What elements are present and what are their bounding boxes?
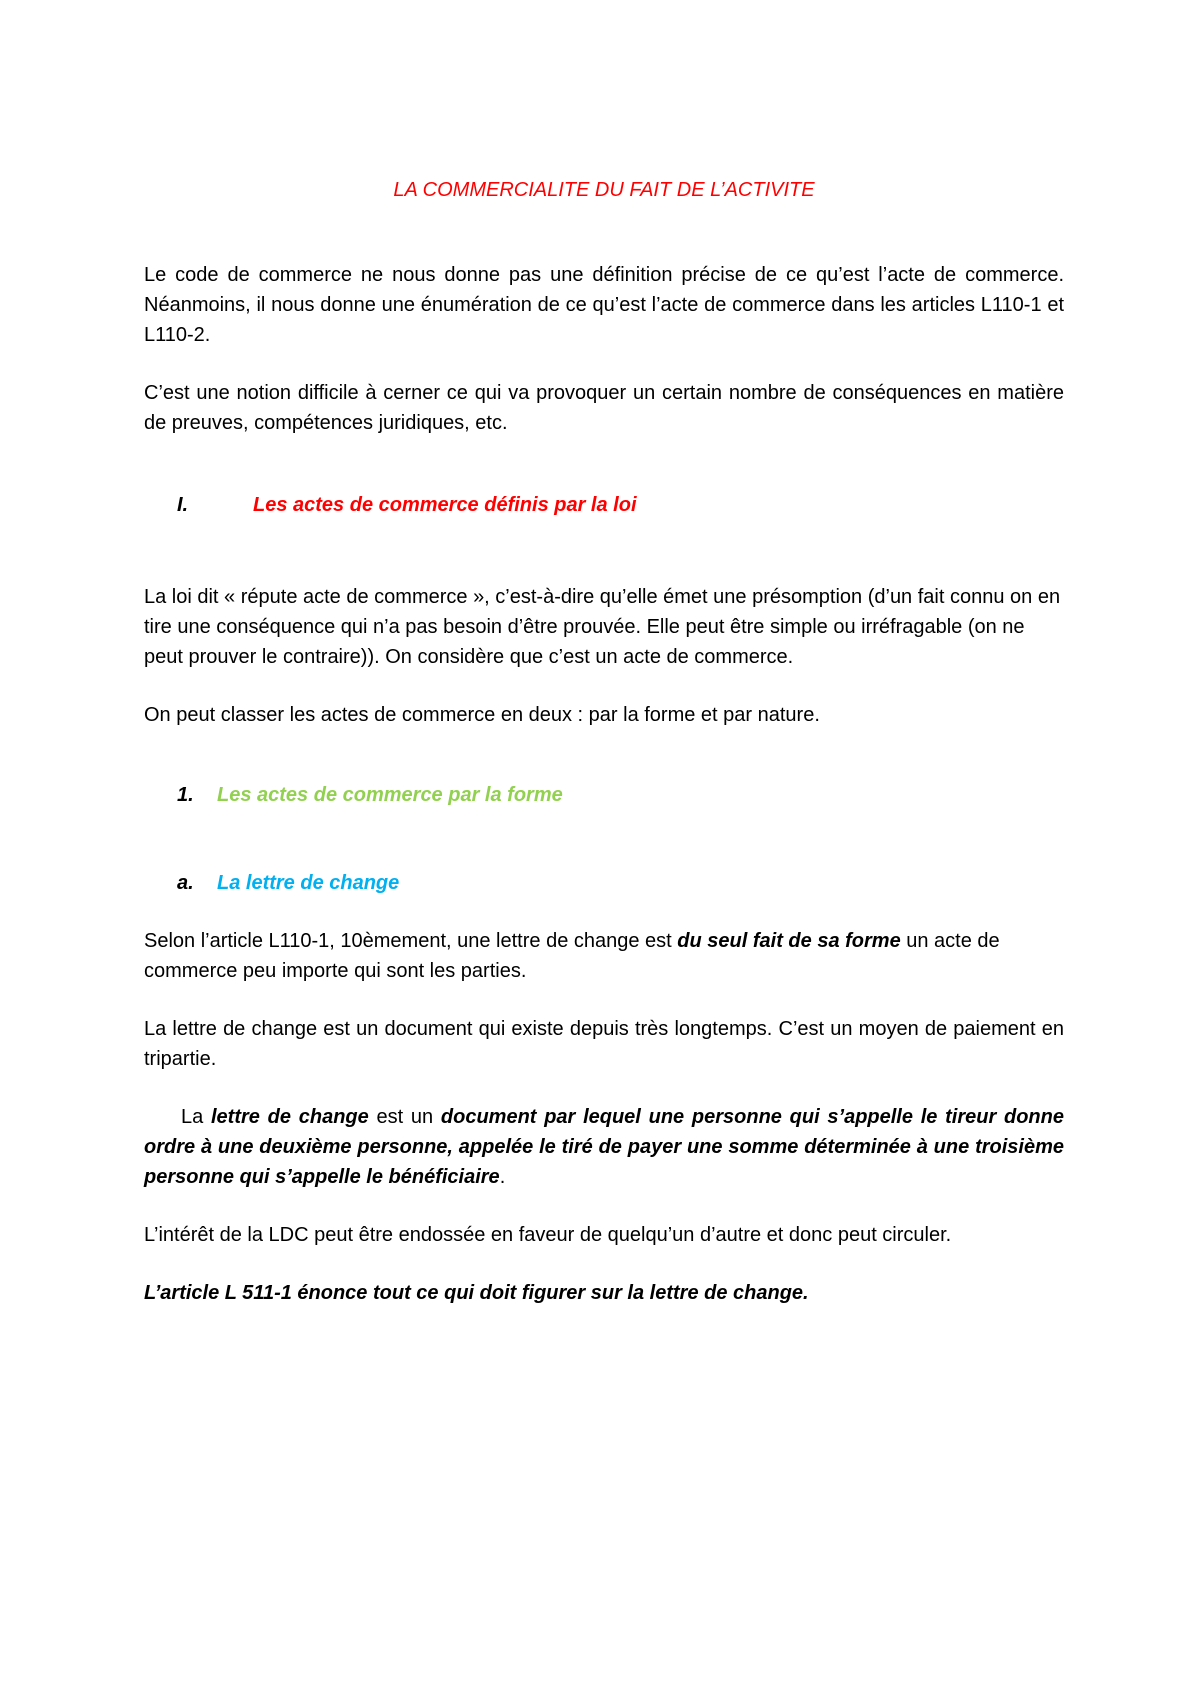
subsubsection-heading-a (144, 868, 1064, 898)
definition-part-3: est un (368, 1106, 441, 1128)
article-text-start: Selon l’article L110-1, 10èmement, une lettre de change est (144, 930, 678, 952)
intro-paragraph-2: C’est une notion difficile à cerner ce qui va provoquer un certain nombre de conséquences en matière de preuves, compétences juridiques, etc. (144, 382, 1064, 434)
article-text-end: un acte de commerce peu importe qui sont les parties. (144, 930, 1000, 982)
subsection-heading-1 (144, 780, 1064, 810)
document-title: LA COMMERCIALITE DU FAIT DE L’ACTIVITE (393, 179, 815, 201)
subsubsection-title: La lettre de change (217, 872, 400, 894)
definition-part-4: document par lequel une personne qui s’appelle le tireur donne ordre à une deuxième personne, appelée le tiré de payer une somme déterminée à une troisième personne qui s’appelle le bénéficiaire (144, 1106, 1064, 1188)
section1-paragraph-2: On peut classer les actes de commerce en deux : par la forme et par nature. (144, 704, 820, 726)
history-paragraph: La lettre de change est un document qui existe depuis très longtemps. C’est un moyen de paiement en tripartie. (144, 1018, 1064, 1070)
definition-paragraph (144, 1102, 1064, 1192)
section-title: Les actes de commerce définis par la loi (253, 494, 637, 516)
article-emphasis: du seul fait de sa forme (677, 930, 901, 952)
article-paragraph (144, 926, 1064, 986)
subsubsection-letter: a. (177, 872, 194, 894)
definition-part-2: lettre de change (211, 1106, 369, 1128)
document-body (144, 175, 1064, 1308)
section-number: I. (177, 494, 189, 516)
section1-paragraph-1: La loi dit « répute acte de commerce », c’est-à-dire qu’elle émet une présomption (d’un fait connu on en tire une conséquence qui n’a pas besoin d’être prouvée. Elle peut être simple ou irréfragable (on ne peut prouver le contraire)). On considère que c’est un acte de commerce. (144, 586, 1061, 668)
subsection-number: 1. (177, 784, 194, 806)
section-heading-1 (144, 490, 1064, 520)
final-paragraph: L’article L 511-1 énonce tout ce qui doit figurer sur la lettre de change. (144, 1282, 809, 1304)
ldc-paragraph: L’intérêt de la LDC peut être endossée en faveur de quelqu’un d’autre et donc peut circuler. (144, 1224, 952, 1246)
definition-part-5: . (499, 1166, 506, 1188)
intro-paragraph-1: Le code de commerce ne nous donne pas une définition précise de ce qu’est l’acte de commerce. Néanmoins, il nous donne une énumération de ce qu’est l’acte de commerce dans les articles L110-1 et L110-2. (144, 264, 1064, 346)
subsection-title: Les actes de commerce par la forme (217, 784, 563, 806)
definition-part-1: La (181, 1106, 211, 1128)
